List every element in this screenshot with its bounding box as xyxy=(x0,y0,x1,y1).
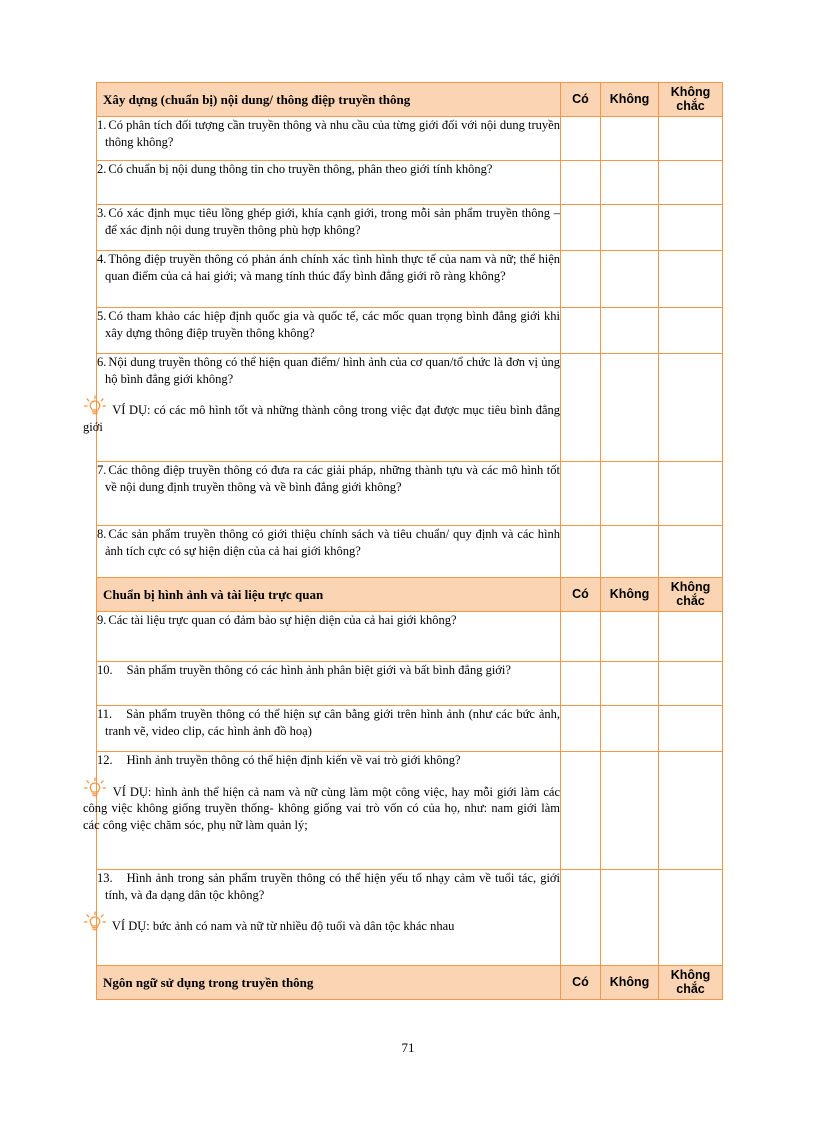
checklist-row xyxy=(97,354,723,462)
checklist-row xyxy=(97,161,723,205)
answer-yes-cell[interactable] xyxy=(561,870,601,966)
checklist-row xyxy=(97,205,723,251)
question-cell xyxy=(97,526,561,578)
question-cell xyxy=(97,251,561,308)
answer-no-cell[interactable] xyxy=(601,205,659,251)
checklist-row xyxy=(97,308,723,354)
question-number: 13. xyxy=(97,871,113,885)
answer-yes-cell[interactable] xyxy=(561,612,601,662)
example-text: VÍ DỤ: hình ảnh thể hiện cả nam và nữ cùng làm một công việc, hay mỗi giới làm các công việc không giống truyền thống- không giống vai trò vốn có của họ, như: nam giới làm các công việc chăm sóc, phụ nữ làm quản lý; xyxy=(83,784,560,832)
question-cell xyxy=(83,354,561,462)
question-text: Nội dung truyền thông có thể hiện quan điểm/ hình ảnh của cơ quan/tổ chức là đơn vị ủng hộ bình đẳng giới không? xyxy=(105,355,560,386)
checklist-row xyxy=(97,251,723,308)
answer-unsure-cell[interactable] xyxy=(659,612,723,662)
answer-yes-cell[interactable] xyxy=(561,462,601,526)
answer-unsure-cell[interactable] xyxy=(659,526,723,578)
question-cell xyxy=(97,308,561,354)
question-number: 7. xyxy=(97,463,107,477)
answer-unsure-cell[interactable] xyxy=(659,308,723,354)
section-header xyxy=(97,578,723,612)
section-header xyxy=(97,966,723,1000)
answer-yes-cell[interactable] xyxy=(561,205,601,251)
question-cell xyxy=(97,662,561,706)
question-cell xyxy=(83,752,561,870)
question-text: Có xác định mục tiêu lồng ghép giới, khía cạnh giới, trong mỗi sản phẩm truyền thông – để xác định nội dung truyền thông phù hợp không? xyxy=(105,206,560,237)
question-cell xyxy=(97,870,561,966)
answer-no-cell[interactable] xyxy=(601,161,659,205)
answer-unsure-cell[interactable] xyxy=(659,354,723,462)
question-text: Các tài liệu trực quan có đảm bảo sự hiện diện của cả hai giới không? xyxy=(108,613,457,627)
answer-no-cell[interactable] xyxy=(601,354,659,462)
gender-checklist-table xyxy=(83,82,723,1000)
answer-yes-cell[interactable] xyxy=(561,251,601,308)
question-text: Thông điệp truyền thông có phản ánh chính xác tình hình thực tế của nam và nữ; thể hiện quan điểm của cả hai giới; và mang tính thúc đẩy bình đẳng giới rõ ràng không? xyxy=(105,252,560,283)
question-number: 4. xyxy=(97,252,107,266)
question-number: 10. xyxy=(97,663,113,677)
question-cell xyxy=(97,161,561,205)
answer-unsure-cell[interactable] xyxy=(659,161,723,205)
example-note xyxy=(83,911,560,935)
answer-no-cell[interactable] xyxy=(601,752,659,870)
question-cell xyxy=(97,612,561,662)
lightbulb-icon xyxy=(83,395,107,417)
question-text: Các sản phẩm truyền thông có giới thiệu chính sách và tiêu chuẩn/ quy định và các hình ảnh tích cực có sự hiện diện của cả hai giới không? xyxy=(105,527,560,558)
question-number: 2. xyxy=(97,162,107,176)
answer-yes-cell[interactable] xyxy=(561,161,601,205)
question-number: 12. xyxy=(97,753,113,767)
lightbulb-icon xyxy=(83,777,107,799)
checklist-row xyxy=(97,117,723,161)
answer-yes-cell[interactable] xyxy=(561,526,601,578)
answer-yes-cell[interactable] xyxy=(561,117,601,161)
column-header-no: Không xyxy=(601,578,659,612)
question-cell xyxy=(97,117,561,161)
answer-no-cell[interactable] xyxy=(601,526,659,578)
answer-unsure-cell[interactable] xyxy=(659,205,723,251)
answer-unsure-cell[interactable] xyxy=(659,462,723,526)
lightbulb-icon xyxy=(83,911,107,933)
question-number: 3. xyxy=(97,206,107,220)
answer-no-cell[interactable] xyxy=(601,706,659,752)
answer-yes-cell[interactable] xyxy=(561,354,601,462)
checklist-row xyxy=(97,870,723,966)
answer-yes-cell[interactable] xyxy=(561,662,601,706)
answer-no-cell[interactable] xyxy=(601,870,659,966)
column-header-yes: Có xyxy=(561,83,601,117)
answer-unsure-cell[interactable] xyxy=(659,706,723,752)
answer-unsure-cell[interactable] xyxy=(659,117,723,161)
column-header-no: Không xyxy=(601,83,659,117)
answer-no-cell[interactable] xyxy=(601,462,659,526)
question-text: Hình ảnh truyền thông có thể hiện định kiến về vai trò giới không? xyxy=(126,753,461,767)
example-note xyxy=(83,395,560,435)
checklist-row xyxy=(97,612,723,662)
column-header-unsure: Không chắc xyxy=(659,966,723,1000)
answer-no-cell[interactable] xyxy=(601,612,659,662)
question-text: Sản phẩm truyền thông có thể hiện sự cân bằng giới trên hình ảnh (như các bức ảnh, tranh vẽ, video clip, các hình ảnh đồ hoạ) xyxy=(105,707,560,738)
section-header xyxy=(97,83,723,117)
question-number: 5. xyxy=(97,309,107,323)
section-title: Ngôn ngữ sử dụng trong truyền thông xyxy=(97,966,561,1000)
answer-no-cell[interactable] xyxy=(601,662,659,706)
column-header-yes: Có xyxy=(561,578,601,612)
answer-no-cell[interactable] xyxy=(601,117,659,161)
answer-unsure-cell[interactable] xyxy=(659,752,723,870)
page-number: 71 xyxy=(401,1040,415,1055)
question-text: Hình ảnh trong sản phẩm truyền thông có thể hiện yếu tố nhạy cảm về tuổi tác, giới tính, và đa dạng dân tộc không? xyxy=(105,871,560,902)
checklist-row xyxy=(97,526,723,578)
answer-unsure-cell[interactable] xyxy=(659,870,723,966)
checklist-row xyxy=(97,706,723,752)
section-title: Chuẩn bị hình ảnh và tài liệu trực quan xyxy=(97,578,561,612)
column-header-no: Không xyxy=(601,966,659,1000)
checklist-row xyxy=(97,662,723,706)
checklist-row xyxy=(97,752,723,870)
column-header-unsure: Không chắc xyxy=(659,83,723,117)
question-cell xyxy=(97,462,561,526)
question-cell xyxy=(97,706,561,752)
column-header-unsure: Không chắc xyxy=(659,578,723,612)
example-text: VÍ DỤ: có các mô hình tốt và những thành công trong việc đạt được mục tiêu bình đẳng giới xyxy=(83,403,560,434)
question-number: 1. xyxy=(97,118,107,132)
checklist-row xyxy=(97,462,723,526)
example-note xyxy=(83,777,560,834)
answer-yes-cell[interactable] xyxy=(561,752,601,870)
question-text: Các thông điệp truyền thông có đưa ra các giải pháp, những thành tựu và các mô hình tốt về nội dung định truyền thông và về bình đẳng giới không? xyxy=(105,463,560,494)
question-text: Có tham khảo các hiệp định quốc gia và quốc tế, các mốc quan trọng bình đẳng giới khi xây dựng thông điệp truyền thông không? xyxy=(105,309,560,340)
answer-yes-cell[interactable] xyxy=(561,706,601,752)
answer-unsure-cell[interactable] xyxy=(659,251,723,308)
answer-no-cell[interactable] xyxy=(601,308,659,354)
section-title: Xây dựng (chuẩn bị) nội dung/ thông điệp truyền thông xyxy=(97,83,561,117)
example-text: VÍ DỤ: bức ảnh có nam và nữ từ nhiều độ tuổi và dân tộc khác nhau xyxy=(111,919,455,933)
question-number: 8. xyxy=(97,527,107,541)
question-cell xyxy=(97,205,561,251)
question-text: Có chuẩn bị nội dung thông tin cho truyền thông, phân theo giới tính không? xyxy=(108,162,493,176)
answer-no-cell[interactable] xyxy=(601,251,659,308)
question-text: Sản phẩm truyền thông có các hình ảnh phân biệt giới và bất bình đẳng giới? xyxy=(126,663,511,677)
answer-unsure-cell[interactable] xyxy=(659,662,723,706)
column-header-yes: Có xyxy=(561,966,601,1000)
question-number: 6. xyxy=(97,355,107,369)
question-number: 11. xyxy=(97,707,113,721)
question-number: 9. xyxy=(97,613,107,627)
question-text: Có phân tích đối tượng cần truyền thông và nhu cầu của từng giới đối với nội dung truyền thông không? xyxy=(105,118,560,149)
answer-yes-cell[interactable] xyxy=(561,308,601,354)
